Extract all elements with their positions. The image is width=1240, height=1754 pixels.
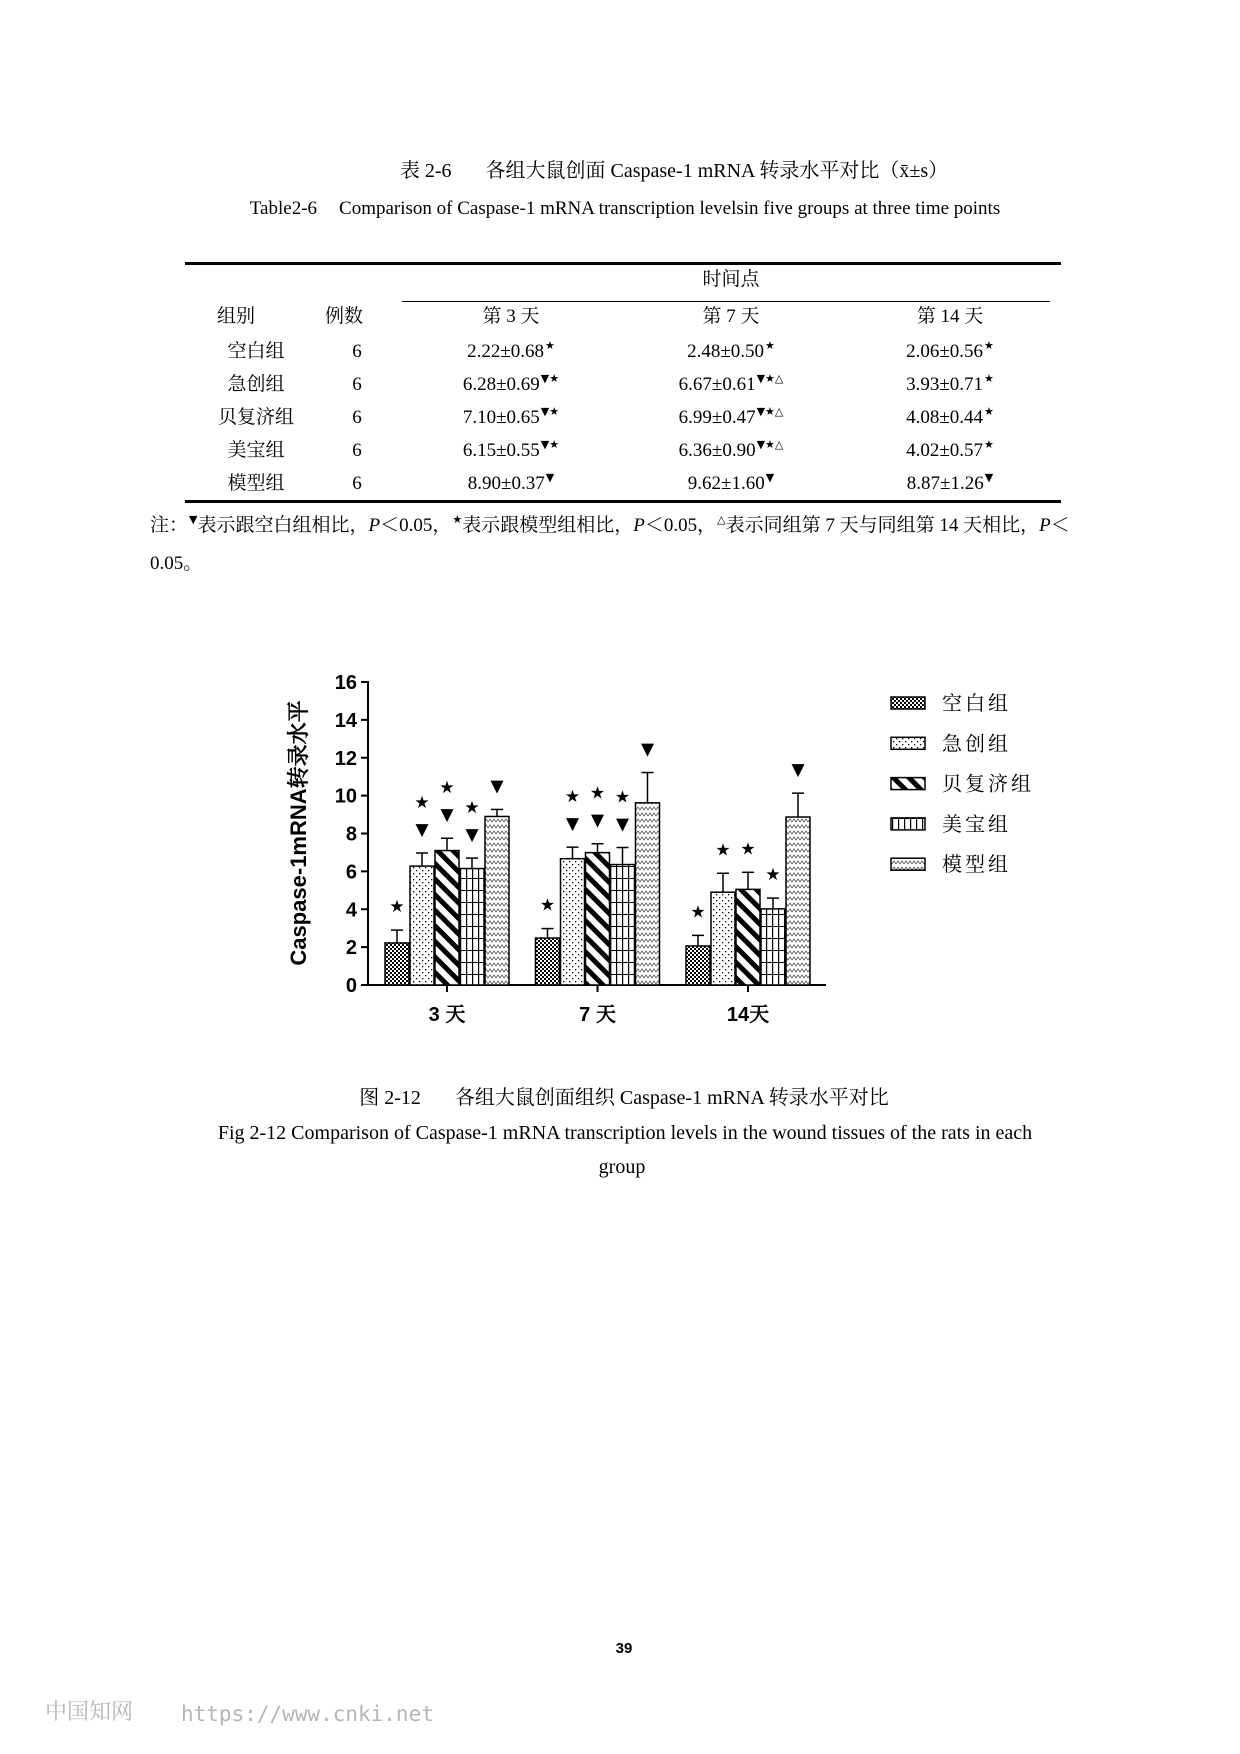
significance-mark: ★ xyxy=(564,787,581,808)
significance-mark: ★ xyxy=(589,783,606,804)
cell-day14 xyxy=(906,440,994,464)
sample-count: 6 xyxy=(352,374,362,395)
cell-value: 6.67±0.61 xyxy=(678,374,756,395)
cell-value: 2.48±0.50 xyxy=(687,341,765,362)
significance-mark: ▼ xyxy=(415,820,429,841)
cell-day7 xyxy=(687,341,775,365)
significance-mark: ★ xyxy=(545,339,555,352)
bar xyxy=(410,866,434,985)
significance-mark: ★ xyxy=(715,840,731,861)
group-name: 空白组 xyxy=(227,341,285,362)
cell-value: 6.36±0.90 xyxy=(678,440,756,461)
bar xyxy=(711,892,735,985)
chart-plot-area xyxy=(286,672,1034,1026)
significance-mark: ▼★△ xyxy=(756,438,784,451)
bar xyxy=(561,859,585,985)
bar xyxy=(686,946,710,985)
figure-caption-title: 各组大鼠创面组织 Caspase-1 mRNA 转录水平对比 xyxy=(454,1087,889,1109)
figure-caption-label: 图 2-12 xyxy=(359,1087,421,1109)
bar xyxy=(435,851,459,985)
significance-mark: ★ xyxy=(464,798,480,819)
legend-label: 贝复济组 xyxy=(942,773,1034,796)
y-tick-label: 4 xyxy=(345,899,357,922)
significance-mark: ▼ xyxy=(465,825,479,846)
significance-mark: ★ xyxy=(984,339,994,352)
table-top-rule xyxy=(185,262,1061,265)
bar xyxy=(536,938,560,985)
y-tick-label: 6 xyxy=(345,861,357,884)
note-text: ＜0.05， xyxy=(380,515,452,536)
header-day3: 第 3 天 xyxy=(482,306,540,327)
significance-mark: ▼ xyxy=(765,471,775,484)
legend-swatch xyxy=(891,737,925,749)
significance-mark: ▼ xyxy=(545,471,555,484)
table-caption-label-english: Table2-6 xyxy=(249,198,318,219)
significance-mark: ★ xyxy=(690,902,706,923)
significance-mark: ★ xyxy=(389,897,405,918)
significance-mark: ▼★△ xyxy=(756,372,784,385)
significance-mark: ★ xyxy=(439,778,455,799)
bar xyxy=(736,889,760,985)
table-row xyxy=(0,374,1240,396)
significance-mark: ▼ xyxy=(791,760,805,781)
cell-value: 7.10±0.65 xyxy=(462,407,540,428)
cell-value: 4.02±0.57 xyxy=(906,440,984,461)
note-text: 注： xyxy=(150,515,189,536)
x-tick-label: 14天 xyxy=(726,1004,770,1026)
cell-value: 2.06±0.56 xyxy=(906,341,984,362)
figure-caption-english-line: Fig 2-12 Comparison of Caspase-1 mRNA transcription levels in the wound tissues of the rats in each xyxy=(217,1122,1033,1144)
significance-mark: ▼ xyxy=(440,805,454,826)
sample-count: 6 xyxy=(352,407,362,428)
header-timepoint: 时间点 xyxy=(702,269,760,290)
table-caption-title: 各组大鼠创面 Caspase-1 mRNA 转录水平对比（x̄±s） xyxy=(485,160,949,182)
significance-mark: ★ xyxy=(984,372,994,385)
table-caption xyxy=(400,159,948,183)
y-tick-label: 10 xyxy=(334,785,357,808)
cell-day3 xyxy=(467,341,555,365)
cell-day7 xyxy=(679,440,784,464)
cell-value: 8.87±1.26 xyxy=(906,473,984,494)
legend-label: 模型组 xyxy=(942,854,1011,877)
significance-mark: ★ xyxy=(765,865,781,886)
significance-mark: ▼ xyxy=(640,739,655,760)
bar xyxy=(786,817,810,985)
table-caption-english xyxy=(250,197,1000,221)
cell-day3 xyxy=(463,374,559,398)
significance-mark: ▼★△ xyxy=(756,405,784,418)
significance-mark: ▼ xyxy=(590,810,605,831)
bar xyxy=(485,816,509,985)
legend-swatch xyxy=(891,778,925,790)
cell-value: 6.15±0.55 xyxy=(462,440,540,461)
y-tick-label: 0 xyxy=(345,975,357,997)
cell-day14 xyxy=(906,374,994,398)
y-tick-label: 2 xyxy=(345,937,357,960)
bar-chart xyxy=(280,650,1060,1040)
cell-day14 xyxy=(907,473,993,497)
legend-label: 急创组 xyxy=(942,733,1011,756)
legend-swatch xyxy=(891,818,925,830)
x-tick-label: 7 天 xyxy=(579,1004,616,1026)
legend-swatch xyxy=(891,697,925,709)
legend-label: 空白组 xyxy=(942,693,1011,715)
y-tick-label: 8 xyxy=(345,823,357,846)
header-day7: 第 7 天 xyxy=(702,306,760,327)
cell-day3 xyxy=(463,407,559,431)
significance-mark: ▼ xyxy=(565,814,580,835)
table-bottom-rule xyxy=(185,500,1061,503)
significance-mark: ▼★ xyxy=(540,405,560,418)
header-count: 例数 xyxy=(324,306,364,327)
cell-day3 xyxy=(468,473,554,497)
significance-mark: ▼ xyxy=(615,814,630,835)
sample-count: 6 xyxy=(352,473,362,494)
group-name: 美宝组 xyxy=(227,440,285,461)
table-header-rule xyxy=(402,301,1050,302)
sample-count: 6 xyxy=(352,341,362,362)
y-tick-label: 16 xyxy=(334,672,357,694)
cell-value: 3.93±0.71 xyxy=(906,374,984,395)
bar xyxy=(636,803,660,985)
header-day14: 第 14 天 xyxy=(916,306,984,327)
note-text: 表示跟模型组相比， xyxy=(462,515,634,536)
group-name: 贝复济组 xyxy=(217,407,295,428)
bar xyxy=(761,909,785,985)
cell-value: 9.62±1.60 xyxy=(687,473,765,494)
note-p-symbol: P xyxy=(633,515,645,536)
significance-mark: ★ xyxy=(614,787,631,808)
group-name: 急创组 xyxy=(227,374,285,395)
cell-value: 2.22±0.68 xyxy=(467,341,545,362)
cell-day7 xyxy=(679,374,784,398)
significance-mark: ★ xyxy=(539,895,556,916)
note-p-symbol: P xyxy=(1039,515,1051,536)
legend-swatch xyxy=(891,858,925,870)
header-group: 组别 xyxy=(216,306,256,327)
figure-caption-english-line: group xyxy=(598,1156,646,1178)
cell-value: 6.99±0.47 xyxy=(678,407,756,428)
x-tick-label: 3 天 xyxy=(428,1004,466,1026)
note-text: 表示跟空白组相比， xyxy=(197,515,369,536)
cell-day7 xyxy=(679,407,784,431)
table-caption-label: 表 2-6 xyxy=(399,160,452,182)
watermark-url[interactable]: https://www.cnki.net xyxy=(181,1702,434,1726)
page-number: 39 xyxy=(615,1640,633,1657)
significance-mark: ★ xyxy=(740,839,756,860)
cell-value: 6.28±0.69 xyxy=(462,374,540,395)
note-text: ＜0.05， xyxy=(644,515,717,536)
significance-mark: ▼ xyxy=(984,471,994,484)
significance-mark: ★ xyxy=(414,793,430,814)
sample-count: 6 xyxy=(352,440,362,461)
significance-mark: ▼★ xyxy=(540,438,560,451)
cell-day14 xyxy=(906,407,994,431)
note-mark: △ xyxy=(717,513,726,526)
note-text: ＜0.05。 xyxy=(150,515,1070,574)
cell-day14 xyxy=(906,341,994,365)
y-tick-label: 14 xyxy=(334,709,357,732)
significance-mark: ▼ xyxy=(490,776,504,797)
bar xyxy=(586,853,610,985)
note-mark: ★ xyxy=(452,513,463,526)
significance-mark: ▼★ xyxy=(540,372,560,385)
table-row xyxy=(0,473,1240,495)
table-row xyxy=(0,440,1240,462)
group-name: 模型组 xyxy=(227,473,285,494)
note-text: 表示同组第 7 天与同组第 14 天相比， xyxy=(725,515,1040,536)
note-p-symbol: P xyxy=(368,515,381,536)
significance-mark: ★ xyxy=(984,438,994,451)
legend-label: 美宝组 xyxy=(942,813,1011,836)
significance-mark: ★ xyxy=(984,405,994,418)
table-row xyxy=(0,341,1240,363)
table-note xyxy=(150,508,1085,582)
table-header-row xyxy=(0,306,1240,328)
bar xyxy=(460,869,484,985)
cell-value: 8.90±0.37 xyxy=(467,473,545,494)
cell-day7 xyxy=(688,473,774,497)
cell-value: 4.08±0.44 xyxy=(906,407,984,428)
table-row xyxy=(0,407,1240,429)
significance-mark: ★ xyxy=(765,339,775,352)
figure-caption xyxy=(359,1086,889,1110)
watermark-brand: 中国知网 xyxy=(45,1700,134,1725)
cell-day3 xyxy=(463,440,559,464)
table-caption-title-english: Comparison of Caspase-1 mRNA transcription levelsin five groups at three time points xyxy=(339,198,1001,219)
y-axis-label: Caspase-1mRNA转录水平 xyxy=(286,700,311,966)
bar xyxy=(611,865,635,985)
y-tick-label: 12 xyxy=(334,747,357,770)
bar xyxy=(385,943,409,985)
note-mark: ▼ xyxy=(189,513,198,526)
